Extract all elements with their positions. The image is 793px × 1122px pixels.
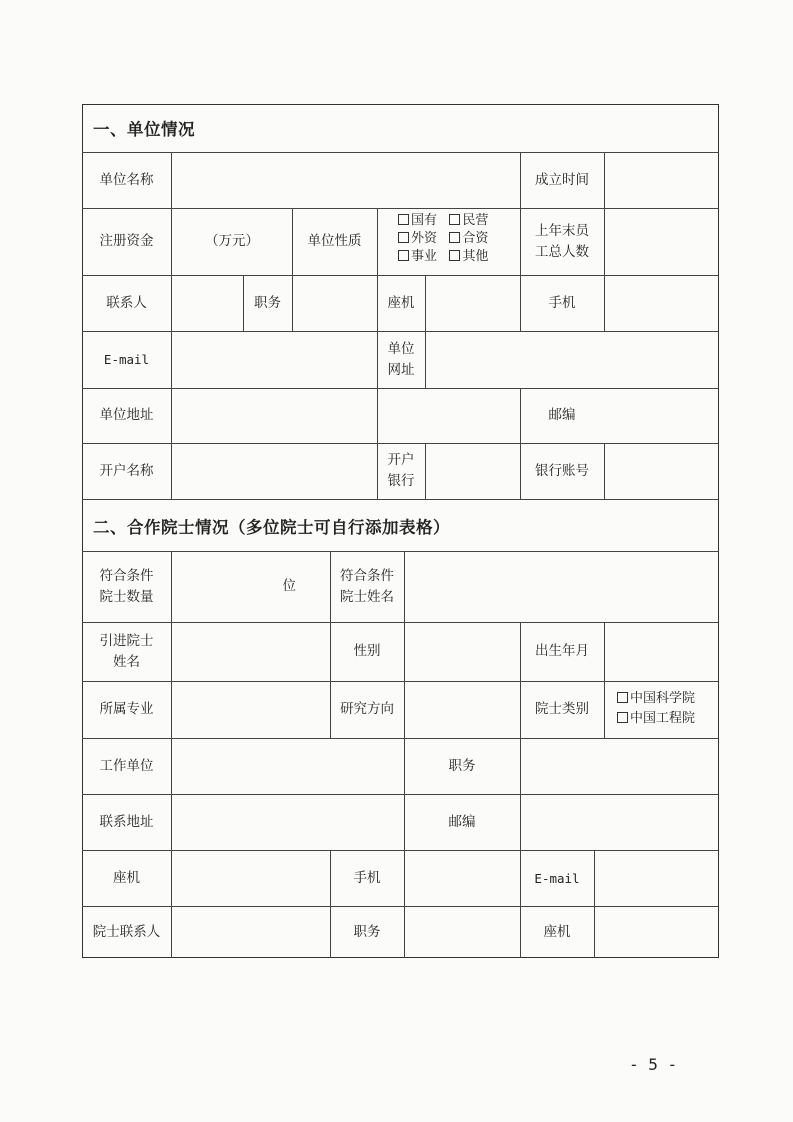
label-academician-email: E-mail — [534, 870, 580, 886]
label-unit-address: 单位地址 — [99, 407, 154, 423]
option-cas[interactable] — [617, 689, 695, 709]
field-landline[interactable] — [425, 275, 520, 331]
label-liaison: 院士联系人 — [92, 923, 161, 940]
label-mobile: 手机 — [548, 294, 576, 311]
field-contact-address[interactable] — [171, 794, 404, 850]
label-postcode: 邮编 — [548, 407, 576, 423]
label-unit-nature: 单位性质 — [307, 233, 362, 249]
label-position: 职务 — [254, 294, 281, 311]
field-academician-postcode[interactable] — [520, 794, 719, 850]
field-major[interactable] — [171, 681, 330, 738]
checkbox-icon[interactable] — [449, 250, 460, 261]
label-email: E-mail — [103, 352, 150, 367]
field-liaison-position[interactable] — [404, 906, 520, 958]
label-qualified-names: 符合条件 院士姓名 — [340, 567, 394, 605]
label-birth: 出生年月 — [535, 643, 589, 659]
option-label: 中国科学院 — [630, 691, 696, 706]
option-label: 外资 — [411, 231, 438, 246]
field-account-name[interactable] — [171, 443, 377, 499]
label-contact: 联系人 — [106, 294, 147, 311]
option-state-owned[interactable] — [398, 213, 437, 228]
option-label: 合资 — [462, 231, 489, 246]
category-options — [617, 689, 695, 729]
field-academician-mobile[interactable] — [404, 850, 520, 906]
label-qualified-count: 符合条件 院士数量 — [99, 567, 154, 605]
row-divider — [82, 499, 719, 500]
option-label: 中国工程院 — [630, 711, 696, 726]
label-liaison-position: 职务 — [353, 923, 381, 940]
field-qualified-count[interactable]: 位 — [282, 578, 296, 594]
label-gender: 性别 — [353, 643, 381, 659]
label-research: 研究方向 — [340, 701, 394, 717]
label-workplace: 工作单位 — [99, 757, 154, 774]
field-intro-name[interactable] — [171, 622, 330, 681]
field-research[interactable] — [404, 681, 520, 738]
checkbox-icon[interactable] — [617, 712, 628, 723]
field-unit-address[interactable] — [171, 388, 520, 443]
checkbox-icon[interactable] — [449, 232, 460, 243]
field-workplace[interactable] — [171, 738, 404, 794]
field-birth[interactable] — [604, 622, 719, 681]
field-liaison-landline[interactable] — [594, 906, 719, 958]
label-major: 所属专业 — [99, 701, 154, 717]
field-website[interactable] — [425, 331, 719, 388]
option-label: 其他 — [462, 249, 489, 264]
checkbox-icon[interactable] — [617, 692, 628, 703]
field-email[interactable] — [171, 331, 377, 388]
label-contact-address: 联系地址 — [99, 813, 154, 830]
option-public-institution[interactable] — [398, 249, 437, 264]
checkbox-icon[interactable] — [398, 250, 409, 261]
label-bank-account: 银行账号 — [535, 462, 589, 479]
checkbox-icon[interactable] — [398, 232, 409, 243]
option-label: 民营 — [462, 213, 489, 228]
option-private[interactable] — [449, 213, 488, 228]
field-academician-email[interactable] — [594, 850, 719, 906]
field-qualified-names[interactable] — [404, 551, 719, 622]
label-category: 院士类别 — [535, 701, 589, 717]
option-foreign[interactable] — [398, 231, 437, 246]
label-intro-name: 引进院士 姓名 — [99, 632, 154, 670]
unit-nature-options — [398, 212, 488, 266]
field-position[interactable] — [292, 275, 377, 331]
section-title-unit: 一、单位情况 — [93, 120, 195, 139]
column-divider — [377, 208, 378, 275]
field-bank-account[interactable] — [604, 443, 719, 499]
label-staff-count: 上年末员 工总人数 — [535, 222, 589, 260]
label-established-time: 成立时间 — [535, 171, 589, 188]
section-title-academician: 二、合作院士情况（多位院士可自行添加表格） — [93, 518, 450, 537]
label-liaison-landline: 座机 — [543, 923, 571, 940]
field-postcode[interactable] — [604, 388, 719, 443]
checkbox-icon[interactable] — [449, 214, 460, 225]
option-label: 事业 — [411, 249, 438, 264]
label-registered-capital: 注册资金 — [99, 233, 154, 249]
page-number: - 5 - — [629, 1055, 678, 1074]
label-bank: 开户 银行 — [387, 452, 415, 489]
field-registered-capital[interactable]: （万元） — [205, 233, 259, 249]
option-cae[interactable] — [617, 709, 695, 729]
field-established-time[interactable] — [604, 152, 719, 208]
label-academician-landline: 座机 — [113, 869, 140, 886]
field-academician-landline[interactable] — [171, 850, 330, 906]
field-academician-position[interactable] — [520, 738, 719, 794]
option-other[interactable] — [449, 249, 488, 264]
label-academician-position: 职务 — [448, 757, 476, 774]
option-label: 国有 — [411, 213, 438, 228]
field-bank[interactable] — [425, 443, 520, 499]
label-website: 单位 网址 — [387, 340, 415, 378]
field-mobile[interactable] — [604, 275, 719, 331]
option-joint-venture[interactable] — [449, 231, 488, 246]
label-landline: 座机 — [387, 294, 415, 311]
label-account-name: 开户名称 — [99, 462, 154, 479]
field-liaison[interactable] — [171, 906, 330, 958]
field-staff-count[interactable] — [604, 208, 719, 275]
label-unit-name: 单位名称 — [99, 171, 154, 188]
field-contact[interactable] — [171, 275, 243, 331]
label-academician-postcode: 邮编 — [448, 813, 476, 830]
field-unit-name[interactable] — [171, 152, 520, 208]
field-gender[interactable] — [404, 622, 520, 681]
checkbox-icon[interactable] — [398, 214, 409, 225]
label-academician-mobile: 手机 — [353, 869, 381, 886]
